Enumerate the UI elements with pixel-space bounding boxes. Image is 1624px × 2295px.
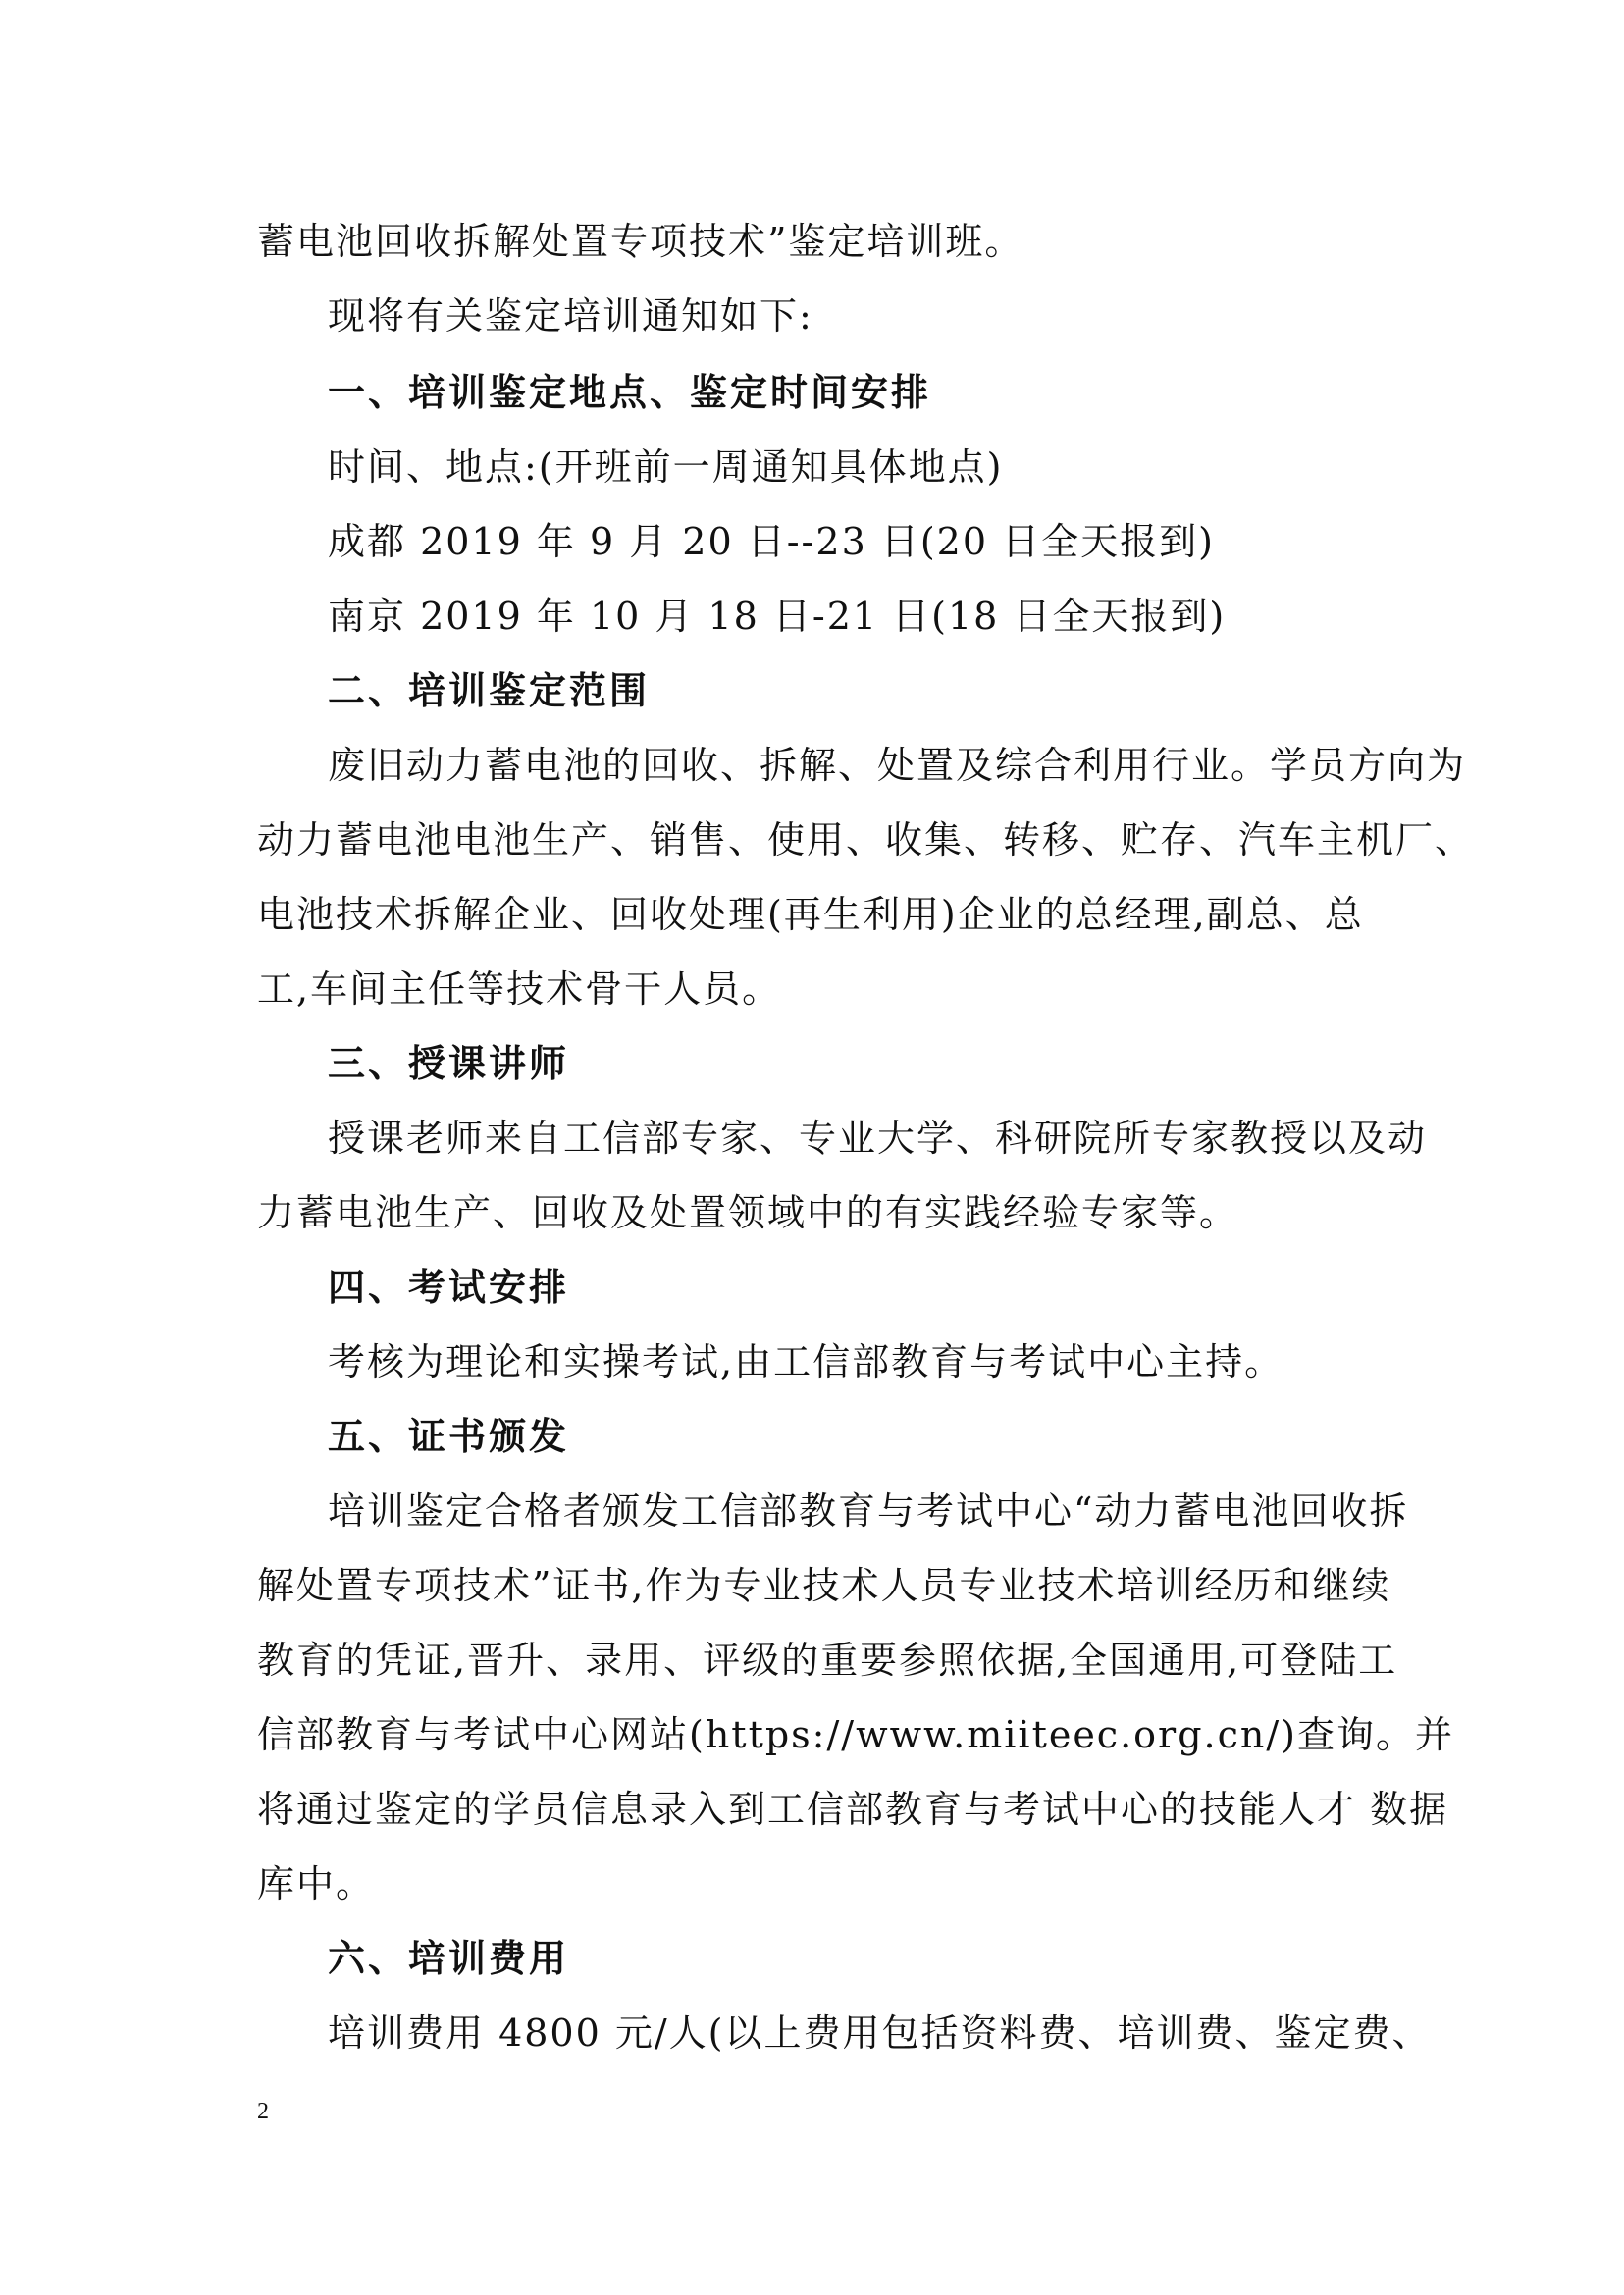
section-heading: 三、授课讲师 — [328, 1042, 570, 1085]
text-line: 成都 2019 年 9 月 20 日--23 日(20 日全天报到) — [328, 520, 1215, 563]
text-line: 授课老师来自工信部专家、专业大学、科研院所专家教授以及动 — [328, 1117, 1428, 1160]
text-line: 废旧动力蓄电池的回收、拆解、处置及综合利用行业。学员方向为 — [328, 744, 1467, 787]
section-heading: 四、考试安排 — [328, 1266, 570, 1309]
text-line: 培训费用 4800 元/人(以上费用包括资料费、培训费、鉴定费、 — [328, 2011, 1432, 2055]
section-heading: 六、培训费用 — [328, 1937, 570, 1980]
text-line: 教育的凭证,晋升、录用、评级的重要参照依据,全国通用,可登陆工 — [257, 1639, 1398, 1682]
text-line: 将通过鉴定的学员信息录入到工信部教育与考试中心的技能人才 数据 — [257, 1788, 1449, 1831]
text-line: 解处置专项技术”证书,作为专业技术人员专业技术培训经历和继续 — [257, 1564, 1391, 1607]
text-line: 力蓄电池生产、回收及处置领域中的有实践经验专家等。 — [257, 1191, 1239, 1234]
text-line: 考核为理论和实操考试,由工信部教育与考试中心主持。 — [328, 1340, 1284, 1383]
text-line: 动力蓄电池电池生产、销售、使用、收集、转移、贮存、汽车主机厂、 — [257, 818, 1475, 861]
section-heading: 二、培训鉴定范围 — [328, 669, 651, 712]
text-line: 工,车间主任等技术骨干人员。 — [257, 967, 782, 1011]
section-heading: 一、培训鉴定地点、鉴定时间安排 — [328, 371, 932, 414]
text-line: 现将有关鉴定培训通知如下: — [328, 294, 813, 338]
section-heading: 五、证书颁发 — [328, 1415, 570, 1458]
text-line: 电池技术拆解企业、回收处理(再生利用)企业的总经理,副总、总 — [257, 893, 1364, 936]
text-line: 南京 2019 年 10 月 18 日-21 日(18 日全天报到) — [328, 595, 1227, 638]
text-line: 时间、地点:(开班前一周通知具体地点) — [328, 445, 1004, 489]
text-line: 库中。 — [257, 1862, 376, 1905]
text-line: 培训鉴定合格者颁发工信部教育与考试中心“动力蓄电池回收拆 — [328, 1489, 1409, 1533]
page-number: 2 — [257, 2099, 269, 2124]
text-line: 信部教育与考试中心网站(https://www.miiteec.org.cn/)查询。并 — [257, 1713, 1455, 1756]
text-line: 蓄电池回收拆解处置专项技术”鉴定培训班。 — [257, 220, 1024, 263]
